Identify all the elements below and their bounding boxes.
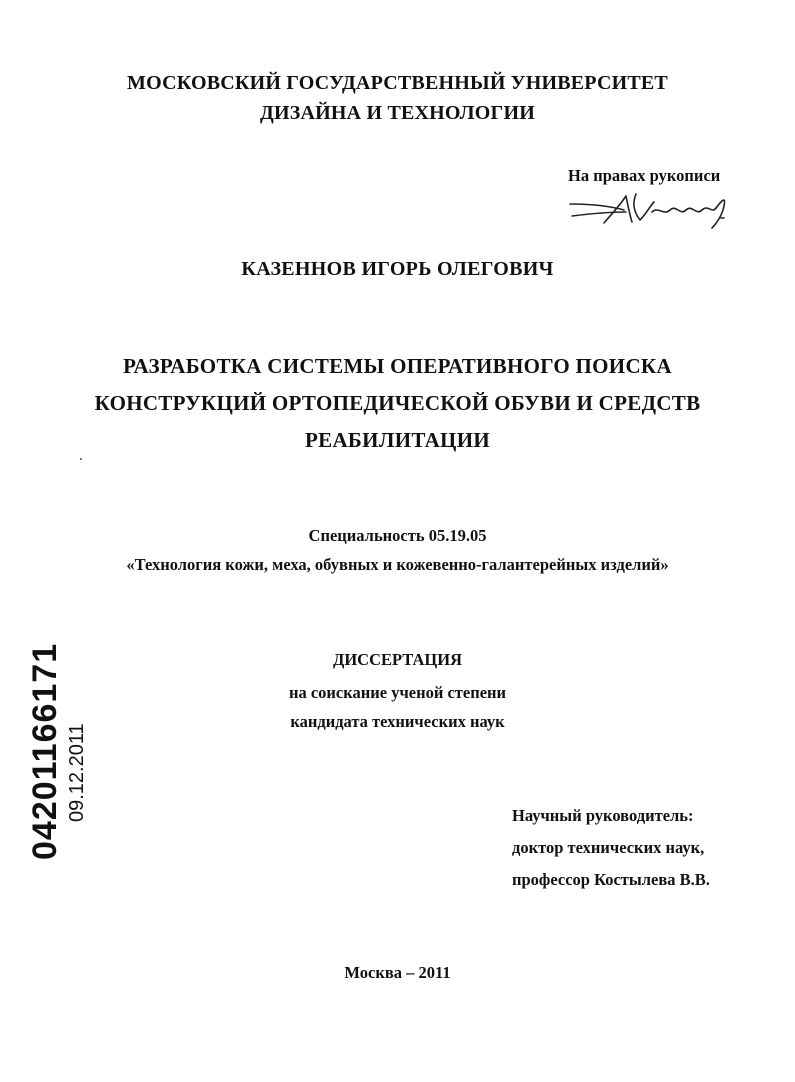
supervisor-degree: доктор технических наук, [512, 838, 705, 857]
thesis-title-line1: РАЗРАБОТКА СИСТЕМЫ ОПЕРАТИВНОГО ПОИСКА [123, 354, 672, 378]
supervisor-name: профессор Костылева В.В. [512, 870, 710, 889]
thesis-title-line3: РЕАБИЛИТАЦИИ [305, 428, 490, 452]
university-name-line1: МОСКОВСКИЙ ГОСУДАРСТВЕННЫЙ УНИВЕРСИТЕТ [127, 72, 668, 94]
supervisor-label: Научный руководитель: [512, 806, 694, 825]
library-stamp-date: 09.12.2011 [66, 723, 88, 822]
thesis-title-line2: КОНСТРУКЦИЙ ОРТОПЕДИЧЕСКОЙ ОБУВИ И СРЕДСТВ [94, 391, 701, 415]
author-name: КАЗЕННОВ ИГОРЬ ОЛЕГОВИЧ [241, 258, 554, 280]
specialty-code: Специальность 05.19.05 [308, 526, 487, 545]
manuscript-rights-note: На правах рукописи [568, 166, 721, 185]
specialty-name: «Технология кожи, меха, обувных и кожевенно-галантерейных изделий» [126, 555, 669, 574]
degree-line1: на соискание ученой степени [288, 683, 507, 702]
university-name-line2: ДИЗАЙНА И ТЕХНОЛОГИИ [260, 102, 535, 124]
degree-type: ДИССЕРТАЦИЯ [333, 650, 462, 669]
handwritten-signature-icon [566, 190, 736, 230]
scan-speck [80, 458, 82, 460]
city-year: Москва – 2011 [344, 963, 451, 982]
library-stamp-number: 04201166171 [26, 642, 64, 860]
degree-line2: кандидата технических наук [290, 712, 505, 731]
